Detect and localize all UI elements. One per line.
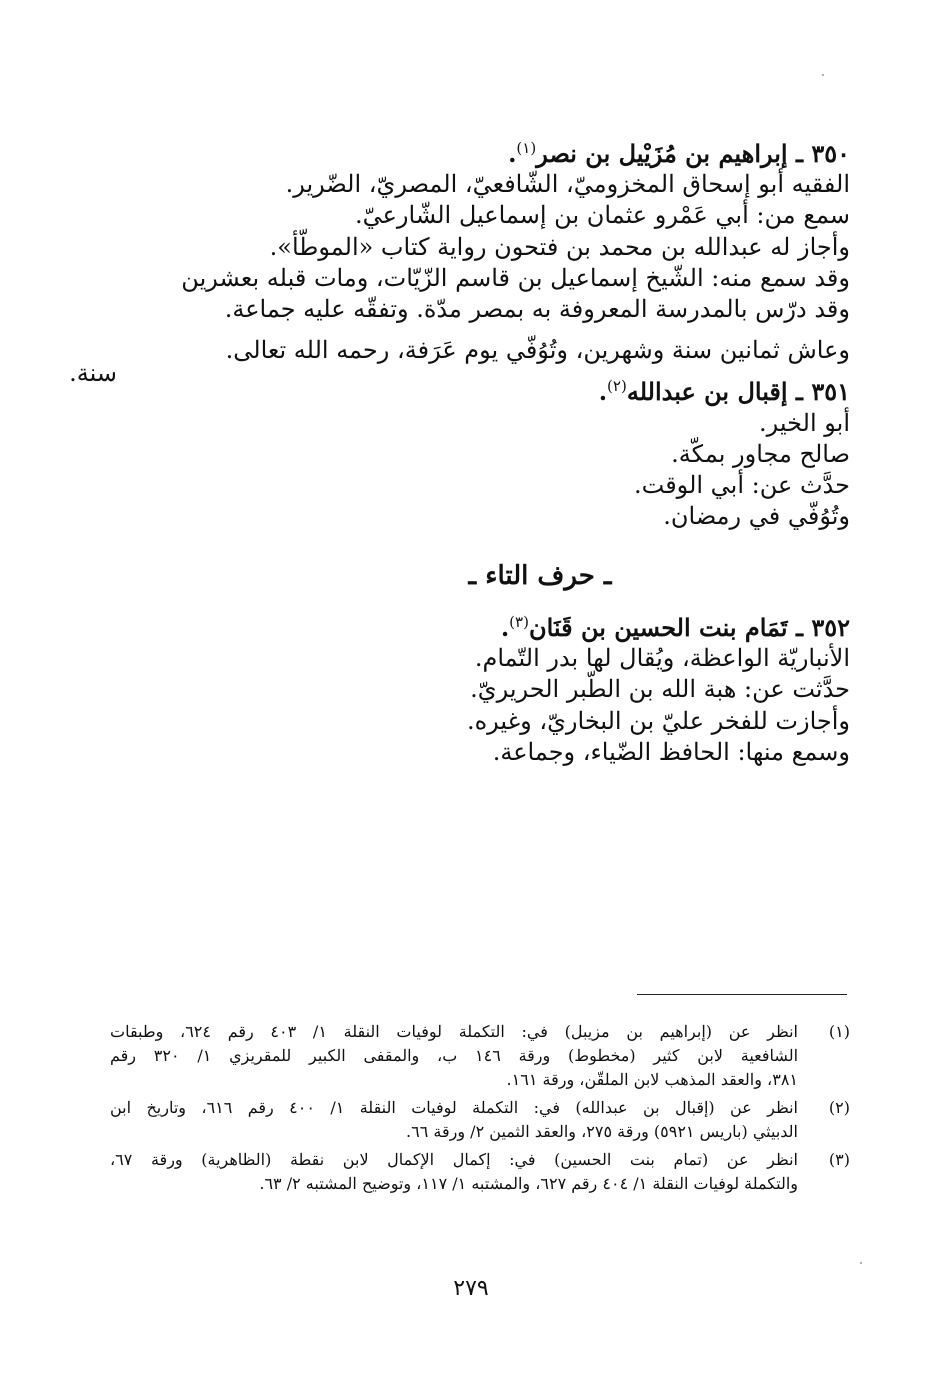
entry-heading: ٣٥٠ ـ إبراهيم بن مُزَيْيل بن نصر$^{(١)}$. <box>508 139 850 168</box>
footnote-marker[interactable]: (٣) <box>509 613 529 632</box>
footnote-marker[interactable]: (١) <box>516 139 537 157</box>
entry-line: حدَّثت عن: هبة الله بن الطّبر الحريريّ. <box>470 675 850 704</box>
entry-line: وتُوُفّي في رمضان. <box>663 502 850 531</box>
footnotes <box>110 1020 850 1200</box>
footnote-body <box>110 1148 798 1196</box>
entry-line: وقد سمع منه: الشّيخ إسماعيل بن قاسم الزّيّات، ومات قبله بعشرين <box>181 263 850 292</box>
footnote-marker[interactable]: (٢) <box>607 377 627 396</box>
scan-speck <box>860 1262 862 1264</box>
footnote-line: الدبيثي (باريس ٥٩٢١) ورقة ٢٧٥، والعقد الثمين ٢/ ورقة ٦٦. <box>406 1122 798 1141</box>
entry-line: الفقيه أبو إسحاق المخزوميّ، الشّافعيّ، المصريّ، الضّرير. <box>285 170 850 199</box>
footnote-divider <box>637 994 847 995</box>
entry-350 <box>110 138 850 366</box>
entry-351 <box>110 376 850 532</box>
entry-heading: ٣٥١ ـ إقبال بن عبدالله$^{(٢)}$. <box>598 377 850 407</box>
entry-line: وعاش ثمانين سنة وشهرين، وتُوُفّي يوم عَرَفة، رحمه الله تعالى. <box>225 336 850 365</box>
footnote-line: انظر عن (إقبال بن عبدالله) في: التكملة لوفيات النقلة ١/ ٤٠٠ رقم ٦١٦، وتاريخ ابن <box>110 1098 798 1117</box>
entry-line: وأجازت للفخر عليّ بن البخاريّ، وغيره. <box>466 706 850 735</box>
scan-speck <box>822 74 824 76</box>
entry-line: صالح مجاور بمكّة. <box>671 439 850 468</box>
entry-line: أبو الخير. <box>759 408 850 437</box>
entry-line: وسمع منها: الحافظ الضّياء، وجماعة. <box>492 737 850 766</box>
footnote-body <box>110 1020 798 1092</box>
main-text <box>110 138 850 768</box>
footnote-number: (٢) <box>828 1098 850 1117</box>
footnote <box>110 1096 850 1144</box>
page-number: ٢٧٩ <box>453 1276 489 1301</box>
footnote <box>110 1148 850 1196</box>
footnote-number: (٣) <box>828 1150 850 1169</box>
footnote-line: انظر عن (إبراهيم بن مزيبل) في: التكملة لوفيات النقلة ١/ ٤٠٣ رقم ٦٢٤، وطبقات <box>110 1022 798 1041</box>
section-heading: ـ حرف التاء ـ <box>468 561 612 592</box>
entry-line: وقد درّس بالمدرسة المعروفة به بمصر مدّة. وتفقّه عليه جماعة. <box>224 294 850 323</box>
footnote <box>110 1020 850 1092</box>
entry-line: حدَّث عن: أبي الوقت. <box>634 470 850 499</box>
entry-352 <box>110 612 850 768</box>
footnote-line: ٣٨١، والعقد المذهب لابن الملقّن، ورقة ١٦١. <box>506 1070 798 1089</box>
entry-heading: ٣٥٢ ـ تَمَام بنت الحسين بن قَنَان$^{(٣)}$. <box>500 613 850 643</box>
entry-line: وأجاز له عبدالله بن محمد بن فتحون رواية كتاب «الموطّأ». <box>269 232 850 261</box>
entry-line: سمع من: أبي عَمْرو عثمان بن إسماعيل الشّارعيّ. <box>354 201 850 230</box>
footnote-line: انظر عن (تمام بنت الحسين) في: إكمال الإكمال لابن نقطة (الظاهرية) ورقة ٦٧، <box>110 1150 798 1169</box>
footnote-number: (١) <box>828 1022 850 1041</box>
footnote-line: والتكملة لوفيات النقلة ١/ ٤٠٤ رقم ٦٢٧، والمشتبه ١/ ١١٧، وتوضيح المشتبه ٢/ ٦٣. <box>259 1174 798 1193</box>
footnote-body <box>110 1096 798 1144</box>
margin-overflow-word: سنة. <box>69 359 117 387</box>
entry-line: الأنباريّة الواعظة، ويُقال لها بدر التّمام. <box>474 644 850 673</box>
footnote-line: الشافعية لابن كثير (مخطوط) ورقة ١٤٦ ب، والمقفى الكبير للمقريزي ١/ ٣٢٠ رقم <box>110 1046 799 1065</box>
